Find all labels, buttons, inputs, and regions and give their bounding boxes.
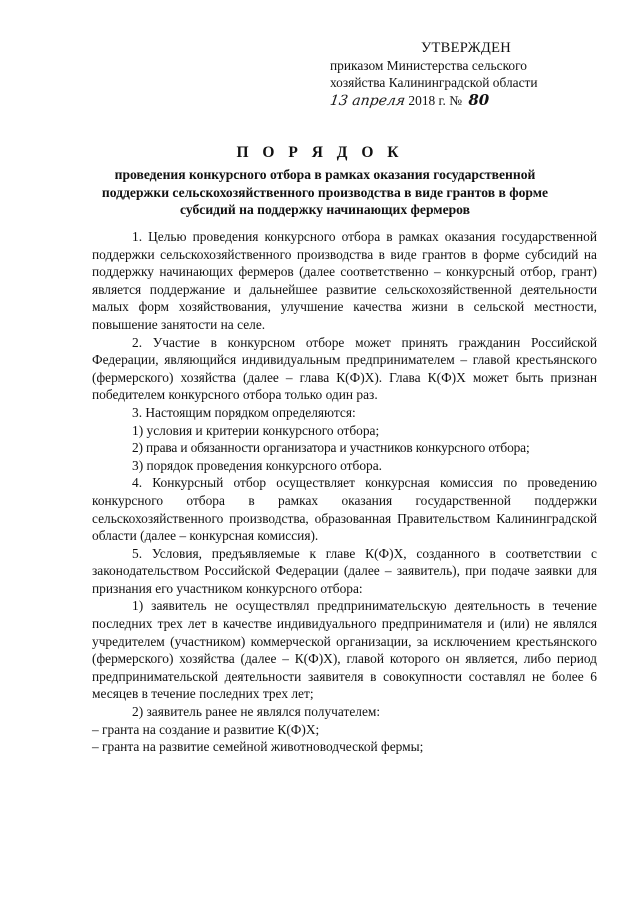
paragraph-3: 3. Настоящим порядком определяются:	[132, 404, 356, 420]
approval-title: УТВЕРЖДЕН	[420, 40, 512, 56]
paragraph-5: 5. Условия, предъявляемые к главе К(Ф)Х, созданного в соответствии с законодательством Российской Федерации (далее – заявитель), при подаче заявки для признания его участником конкурсного отбора:	[92, 545, 597, 596]
approval-line-1: приказом Министерства сельского	[330, 58, 527, 73]
list-item-2: 2) права и обязанности организатора и участников конкурсного отбора;	[132, 440, 530, 456]
approval-date-line	[330, 92, 610, 110]
handwritten-number: 80	[468, 91, 490, 109]
list-item-3: 3) порядок проведения конкурсного отбора.	[132, 457, 383, 473]
handwritten-date: 13 апреля	[328, 93, 407, 109]
dash-item-2: – гранта на развитие семейной животноводческой фермы;	[92, 739, 424, 755]
condition-2: 2) заявитель ранее не являлся получателем:	[132, 704, 381, 720]
list-item-1: 1) условия и критерии конкурсного отбора;	[132, 422, 380, 438]
approval-block	[330, 40, 610, 110]
dash-item-1: – гранта на создание и развитие К(Ф)Х;	[92, 721, 320, 737]
condition-1: 1) заявитель не осуществлял предпринимательскую деятельность в течение последних трех лет в качестве индивидуального предпринимателя и (или) не являлся учредителем (участником) коммерческой организации, за исключением крестьянского (фермерского) хозяйства (далее – К(Ф)Х), главой которого он является, либо период предпринимательской деятельности заявителя в совокупности составлял не более 6 месяцев в течение последних трех лет;	[92, 598, 597, 702]
printed-date: 2018 г. №	[408, 93, 463, 108]
document-title: П О Р Я Д О К	[236, 144, 404, 161]
paragraph-4: 4. Конкурсный отбор осуществляет конкурсная комиссия по проведению конкурсного отбора в рамках оказания государственной поддержки сельскохозяйственного производства, образованная Правительством Калининградской области (далее – конкурсная комиссия).	[92, 475, 597, 544]
document-subtitle: проведения конкурсного отбора в рамках оказания государственной поддержки сельскохозяйственного производства в виде грантов в форме субсидий на поддержку начинающих фермеров	[101, 167, 549, 217]
approval-line-2: хозяйства Калининградской области	[330, 75, 538, 90]
paragraph-1: 1. Целью проведения конкурсного отбора в рамках оказания государственной поддержки сельскохозяйственного производства в виде грантов в форме субсидий на поддержку начинающих фермеров (далее соответственно – конкурсный отбор, грант) является поддержание и дальнейшее развитие сельскохозяйственной деятельности малых форм хозяйствования, улучшение качества жизни в сельской местности, повышение занятости на селе.	[92, 229, 597, 332]
paragraph-2: 2. Участие в конкурсном отборе может принять гражданин Российской Федерации, являющийся индивидуальным предпринимателем – главой крестьянского (фермерского) хозяйства (далее – глава К(Ф)Х). Глава К(Ф)Х может быть признан победителем конкурсного отбора только один раз.	[92, 334, 597, 403]
document-body	[92, 228, 597, 756]
